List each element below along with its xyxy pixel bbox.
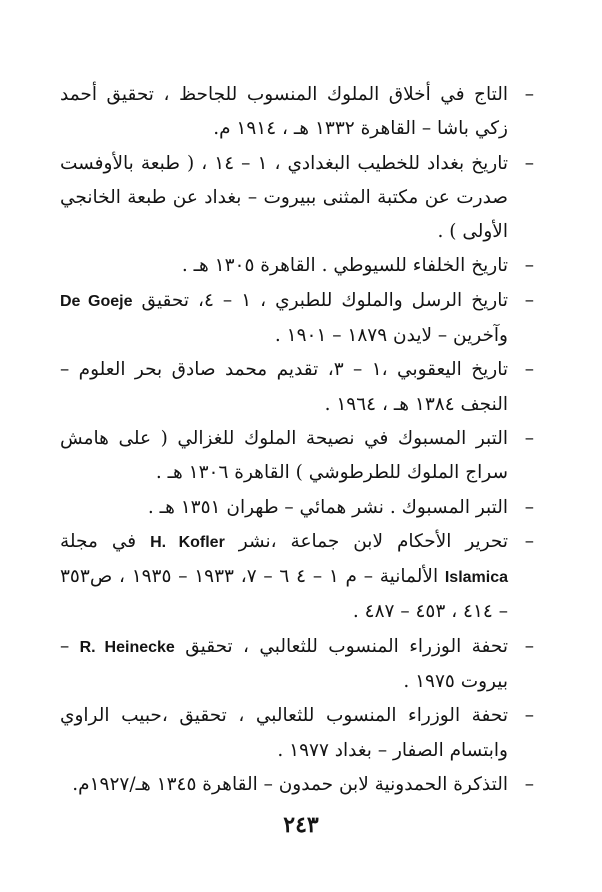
- page-number: ٢٤٣: [283, 812, 319, 838]
- entry-dash: –: [524, 359, 534, 381]
- entry-text: في مجلة: [60, 530, 137, 552]
- editor-name-latin: H. Kofler: [150, 533, 225, 551]
- entry-dash: –: [524, 496, 534, 518]
- entry-dash: –: [524, 152, 534, 174]
- entry-text: – بيروت ١٩٧٥ .: [60, 635, 508, 693]
- entry-text: تاريخ بغداد للخطيب البغدادي ، ١ – ١٤ ، ( طبعة بالأوفست صدرت عن مكتبة المثنى ببيروت – بغداد عن طبعة الخانجي الأولى ) .: [60, 152, 509, 243]
- bibliography-entry: [60, 525, 534, 630]
- bibliography-entry: [60, 422, 534, 491]
- bibliography-entry: [60, 249, 534, 283]
- bibliography-entry: [60, 78, 534, 147]
- entry-dash: –: [524, 530, 534, 552]
- entry-text: تاريخ اليعقوبي ،١ – ٣، تقديم محمد صادق بحر العلوم – النجف ١٣٨٤ هـ ، ١٩٦٤ .: [60, 359, 509, 415]
- bibliography-entry: [60, 353, 534, 422]
- entry-dash: –: [524, 773, 534, 795]
- entry-dash: –: [524, 289, 534, 311]
- entry-text: الألمانية – م ١ – ٤ ٦ – ٧، ١٩٣٣ – ١٩٣٥ ، ص٣٥٣ – ٤١٤ ، ٤٥٣ – ٤٨٧ .: [60, 566, 508, 623]
- entry-dash: –: [524, 427, 534, 449]
- entry-text: تاريخ الخلفاء للسيوطي . القاهرة ١٣٠٥ هـ .: [181, 255, 508, 277]
- entry-text: التاج في أخلاق الملوك المنسوب للجاحظ ، تحقيق أحمد زكي باشا – القاهرة ١٣٣٢ هـ ، ١٩١٤ م.: [60, 84, 508, 140]
- entry-text: التبر المسبوك في نصيحة الملوك للغزالي ( على هامش سراج الملوك للطرطوشي ) القاهرة ١٣٠٦ هـ .: [60, 427, 508, 484]
- bibliography-entry: [60, 630, 534, 700]
- bibliography-entry: [60, 768, 534, 802]
- entry-text: تحرير الأحكام لابن جماعة ،نشر: [238, 530, 508, 552]
- editor-name-latin: De Goeje: [60, 292, 133, 310]
- editor-name-latin: R. Heinecke: [79, 638, 175, 656]
- entry-dash: –: [524, 255, 534, 277]
- entry-text: تاريخ الرسل والملوك للطبري ، ١ – ٤، تحقيق: [141, 289, 509, 311]
- bibliography-entry: [60, 491, 534, 525]
- bibliography-entry: [60, 699, 534, 768]
- entry-text: تحفة الوزراء المنسوب للثعالبي ، تحقيق: [185, 635, 508, 657]
- entry-dash: –: [524, 84, 534, 105]
- entry-text: وآخرين – لايدن ١٨٧٩ – ١٩٠١ .: [274, 325, 508, 347]
- entry-text: التبر المسبوك . نشر همائي – طهران ١٣٥١ هـ .: [147, 496, 508, 518]
- entry-text: التذكرة الحمدونية لابن حمدون – القاهرة ١٣٤٥ هـ/١٩٢٧م.: [72, 773, 508, 795]
- bibliography-entry: [60, 284, 534, 354]
- journal-name-latin: Islamica: [444, 569, 509, 587]
- entry-dash: –: [524, 635, 534, 657]
- bibliography-list: [60, 78, 534, 802]
- bibliography-entry: [60, 147, 534, 250]
- entry-text: تحفة الوزراء المنسوب للثعالبي ، تحقيق ،حبيب الراوي وابتسام الصفار – بغداد ١٩٧٧ .: [60, 705, 508, 761]
- entry-dash: –: [524, 705, 534, 727]
